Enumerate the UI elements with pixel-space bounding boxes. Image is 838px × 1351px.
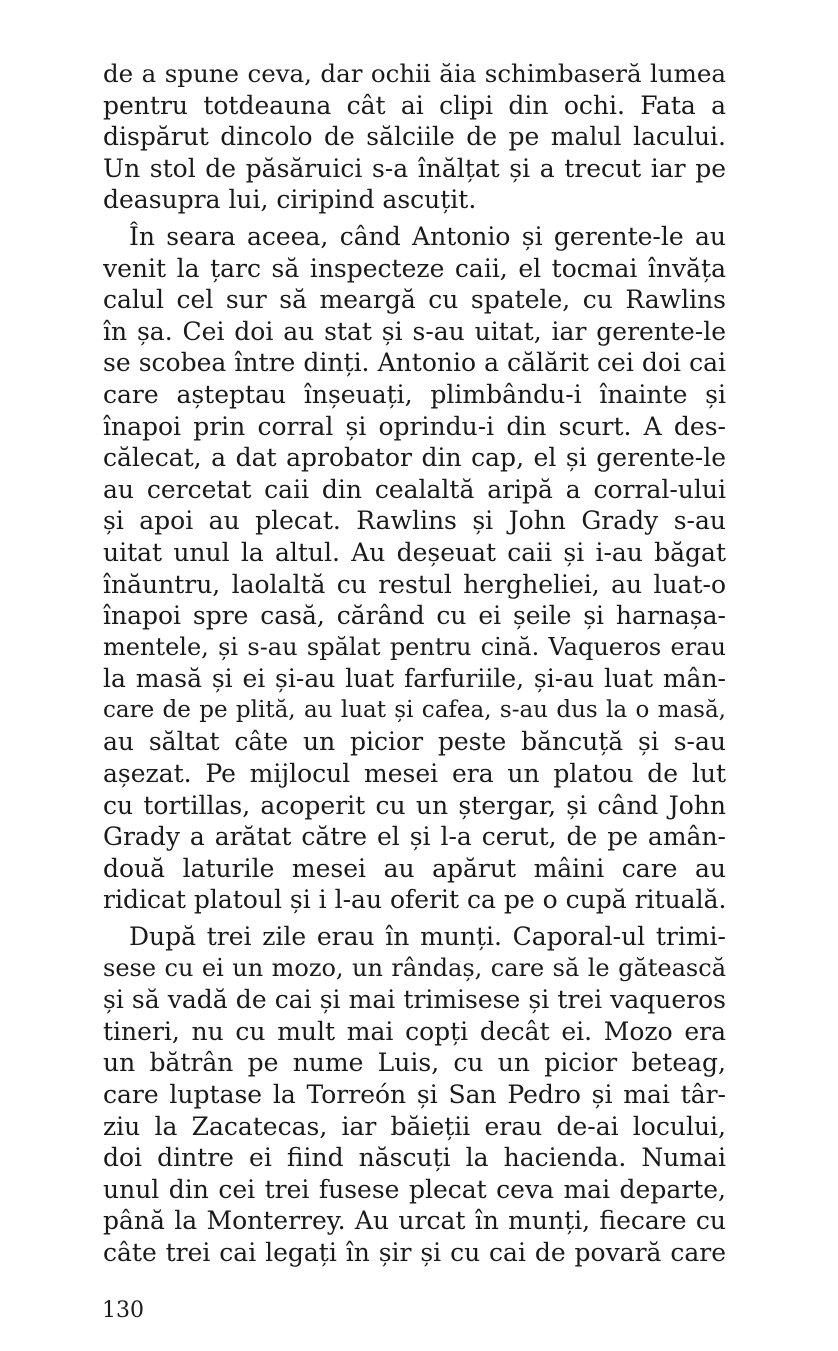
text-line: de a spune ceva, dar ochii ăia schimbaseră lumea [103, 59, 726, 88]
text-line: mentele, și s-au spălat pentru cină. Vaqueros erau [103, 632, 726, 661]
paragraph-1 [103, 58, 726, 216]
text-line: au cercetat caii din cealaltă aripă a corral-ului [103, 474, 726, 504]
text-line: Grady a arătat către el și l-a cerut, de pe amân- [103, 822, 726, 852]
book-page-text [103, 58, 726, 1269]
text-line: se scobea între dinți. Antonio a călărit cei doi cai [103, 348, 726, 378]
text-line: înapoi prin corral și oprindu-i din scurt. A des- [103, 411, 726, 441]
paragraph-2 [103, 221, 726, 916]
text-line: dispărut dincolo de sălciile de pe malul lacului. [103, 122, 726, 152]
text-line: și apoi au plecat. Rawlins și John Grady s-au [103, 506, 726, 536]
text-line: calul cel sur să meargă cu spatele, cu Rawlins [103, 285, 726, 315]
text-line: înapoi spre casă, cărând cu ei șeile și harnașa- [103, 601, 726, 631]
text-line: tineri, nu cu mult mai copți decât ei. Mozo era [103, 1016, 726, 1046]
text-line: doi dintre ei fiind născuți la hacienda. Numai [103, 1143, 726, 1173]
text-line: deasupra lui, ciripind ascuțit. [103, 185, 477, 215]
text-line: care de pe plită, au luat și cafea, s-au dus la o masă, [103, 696, 726, 723]
text-line: și să vadă de cai și mai trimisese și trei vaqueros [103, 985, 726, 1015]
text-line: în șa. Cei doi au stat și s-au uitat, iar gerente-le [103, 316, 726, 346]
text-line: După trei zile erau în munți. Caporal-ul trimi- [129, 922, 726, 952]
text-line: sese cu ei un mozo, un rândaș, care să le gătească [103, 953, 726, 982]
text-line: venit la țarc să inspecteze caii, el tocmai învăța [103, 253, 726, 283]
text-line: unul din cei trei fusese plecat ceva mai departe, [103, 1174, 726, 1204]
text-line: care luptase la Torreón și San Pedro și mai târ- [103, 1080, 726, 1109]
text-line: la masă și ei și-au luat farfuriile, și-au luat mân- [103, 664, 726, 694]
text-line: au săltat câte un picior peste băncuță și s-au [103, 727, 726, 757]
text-line: Un stol de păsăruici s-a înălțat și a trecut iar pe [103, 153, 726, 183]
text-line: câte trei cai legați în șir și cu cai de povară care [103, 1237, 726, 1267]
text-line: înăuntru, laolaltă cu restul hergheliei, au luat-o [103, 569, 726, 599]
text-line: În seara aceea, când Antonio și gerente-le au [129, 221, 726, 251]
text-line: așezat. Pe mijlocul mesei era un platou de lut [103, 759, 726, 789]
text-line: un bătrân pe nume Luis, cu un picior beteag, [103, 1048, 726, 1078]
paragraph-3 [103, 921, 726, 1269]
text-line: două laturile mesei au apărut mâini care au [103, 853, 726, 883]
text-line: ziu la Zacatecas, iar băieții erau de-ai locului, [103, 1111, 726, 1141]
text-line: călecat, a dat aprobator din cap, el și gerente-le [103, 443, 726, 473]
text-line: cu tortillas, acoperit cu un ștergar, și când John [103, 790, 726, 820]
text-line: care așteptau înșeuați, plimbându-i înainte și [103, 379, 726, 409]
text-line: uitat unul la altul. Au deșeuat caii și i-au băgat [103, 537, 726, 567]
page-number: 130 [102, 1298, 144, 1323]
text-line: pentru totdeauna cât ai clipi din ochi. Fata a [103, 90, 726, 120]
text-line: până la Monterrey. Au urcat în munți, fiecare cu [103, 1206, 726, 1236]
text-line: ridicat platoul și i l-au oferit ca pe o cupă rituală. [103, 885, 726, 915]
